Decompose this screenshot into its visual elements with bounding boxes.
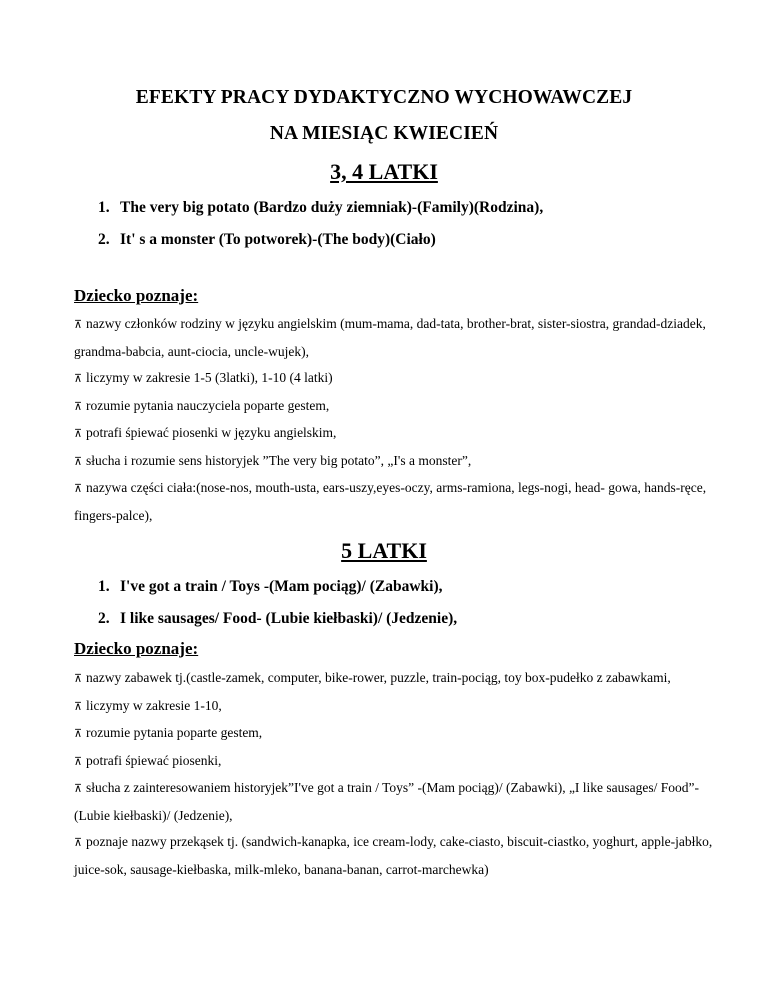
list-item: ⊼ słucha z zainteresowaniem historyjek”I've got a train / Toys” -(Mam pociąg)/ (Zabawki), „I like sausages/ Food”- (Lubie kiełbaski)/ (Jedzenie), xyxy=(74,775,714,829)
bullet-icon: ⊼ xyxy=(74,673,83,685)
list-item: ⊼ nazwy członków rodziny w języku angielskim (mum-mama, dad-tata, brother-brat, sister-siostra, grandad-dziadek, grandma-babcia, aunt-ciocia, uncle-wujek), xyxy=(74,311,714,365)
topic-text: I've got a train / Toys -(Mam pociąg)/ (Zabawki), xyxy=(120,578,443,595)
list-item: ⊼ rozumie pytania poparte gestem, xyxy=(74,720,714,748)
topic-item xyxy=(98,192,543,224)
topic-item xyxy=(98,603,457,635)
age-group-heading-3-4: 3, 4 LATKI xyxy=(330,159,438,184)
bullet-icon: ⊼ xyxy=(74,700,83,713)
bullet-icon: ⊼ xyxy=(74,428,83,440)
list-item: ⊼ rozumie pytania nauczyciela poparte gestem, xyxy=(74,393,714,421)
topic-list-5 xyxy=(98,571,457,635)
topic-number: 1. xyxy=(98,578,110,595)
topic-number: 2. xyxy=(98,610,110,627)
list-item: ⊼ potrafi śpiewać piosenki, xyxy=(74,748,714,776)
bullet-icon: ⊼ xyxy=(74,728,83,740)
document-title-line-2: NA MIESIĄC KWIECIEŃ xyxy=(269,123,499,144)
list-item: ⊼ nazywa części ciała:(nose-nos, mouth-usta, ears-uszy,eyes-oczy, arms-ramiona, legs-nogi, head- gowa, hands-ręce, fingers-palce), xyxy=(74,475,714,529)
list-item: ⊼ potrafi śpiewać piosenki w języku angielskim, xyxy=(74,420,714,448)
skills-list-5 xyxy=(74,665,714,883)
topic-list-3-4 xyxy=(98,192,543,256)
bullet-icon: ⊼ xyxy=(74,837,83,849)
topic-item xyxy=(98,224,543,256)
bullet-icon: ⊼ xyxy=(74,483,83,495)
list-item: ⊼ liczymy w zakresie 1-5 (3latki), 1-10 (4 latki) xyxy=(74,365,714,393)
document-title-line-1: EFEKTY PRACY DYDAKTYCZNO WYCHOWAWCZEJ xyxy=(135,87,633,108)
topic-text: It' s a monster (To potworek)-(The body)(Ciało) xyxy=(120,231,436,248)
age-group-heading-5: 5 LATKI xyxy=(341,538,427,563)
bullet-icon: ⊼ xyxy=(74,319,83,331)
topic-number: 2. xyxy=(98,231,110,248)
topic-text: I like sausages/ Food- (Lubie kiełbaski)/ (Jedzenie), xyxy=(120,610,458,627)
bullet-icon: ⊼ xyxy=(74,455,83,468)
child-learns-label-3-4: Dziecko poznaje: xyxy=(74,286,199,305)
skills-list-3-4 xyxy=(74,311,714,529)
topic-item xyxy=(98,571,457,603)
list-item: ⊼ słucha i rozumie sens historyjek ”The very big potato”, „I's a monster”, xyxy=(74,448,714,476)
list-item: ⊼ nazwy zabawek tj.(castle-zamek, computer, bike-rower, puzzle, train-pociąg, toy box-pudełko z zabawkami, xyxy=(74,665,714,693)
bullet-icon: ⊼ xyxy=(74,400,83,413)
bullet-icon: ⊼ xyxy=(74,373,83,385)
topic-number: 1. xyxy=(98,199,110,216)
bullet-icon: ⊼ xyxy=(74,783,83,795)
bullet-icon: ⊼ xyxy=(74,755,83,768)
list-item: ⊼ liczymy w zakresie 1-10, xyxy=(74,693,714,721)
list-item: ⊼ poznaje nazwy przekąsek tj. (sandwich-kanapka, ice cream-lody, cake-ciasto, biscuit-ciastko, yoghurt, apple-jabłko, juice-sok, sausage-kiełbaska, milk-mleko, banana-banan, carrot-marchewka) xyxy=(74,829,714,883)
child-learns-label-5: Dziecko poznaje: xyxy=(74,639,199,658)
topic-text: The very big potato (Bardzo duży ziemniak)-(Family)(Rodzina), xyxy=(120,199,544,216)
